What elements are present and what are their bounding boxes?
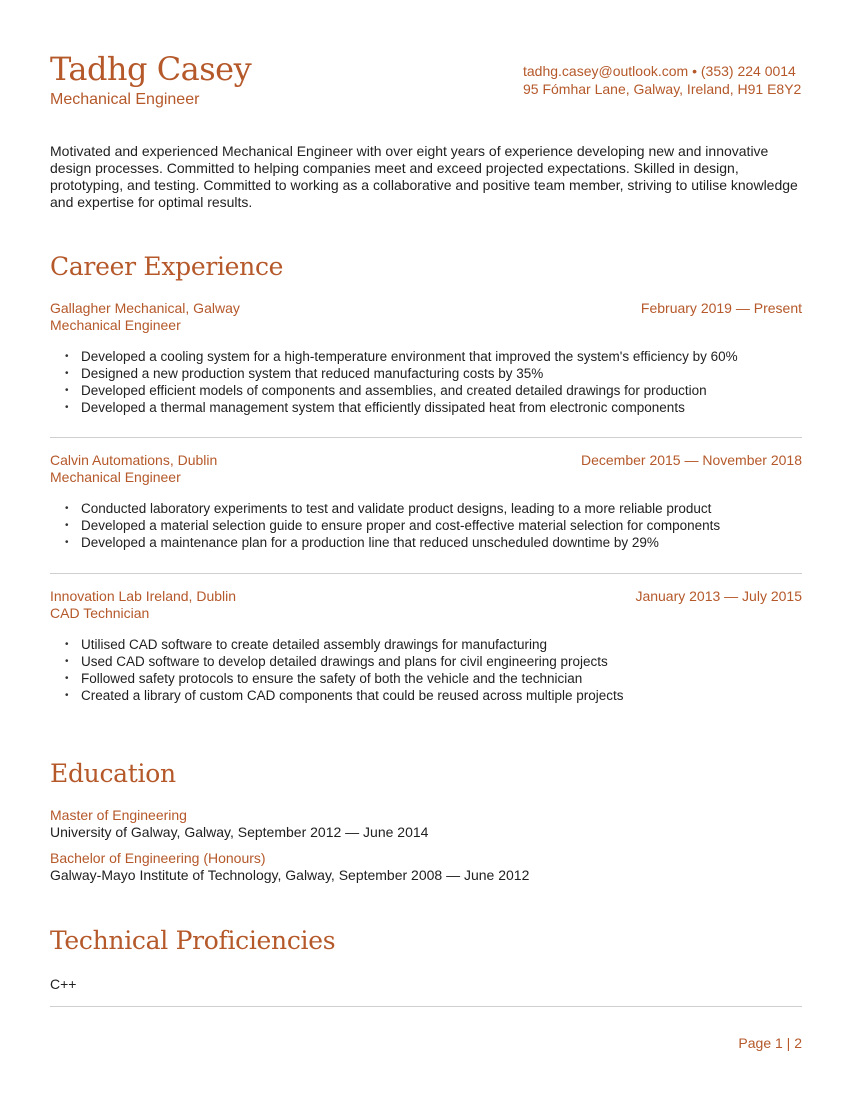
job-role: Mechanical Engineer (50, 469, 181, 485)
education-detail: Galway-Mayo Institute of Technology, Galway, September 2008 — June 2012 (50, 867, 530, 883)
job-bullet: • Developed a maintenance plan for a production line that reduced unscheduled downtime by 29% (50, 534, 802, 551)
job-bullets (50, 636, 802, 704)
job-bullet: • Utilised CAD software to create detailed assembly drawings for manufacturing (50, 636, 802, 653)
job-bullet: • Developed a material selection guide to ensure proper and cost-effective material selection for components (50, 517, 802, 534)
job-dates: February 2019 — Present (640, 300, 802, 316)
resume-header (50, 50, 802, 120)
contact-info (523, 62, 801, 98)
job-bullets (50, 500, 802, 551)
technical-proficiencies-heading: Technical Proficiencies (50, 926, 336, 955)
job-bullet: • Conducted laboratory experiments to test and validate product designs, leading to a more reliable product (50, 500, 802, 517)
skill-item: C++ (50, 976, 77, 992)
job-role: CAD Technician (50, 605, 150, 621)
candidate-name: Tadhg Casey (50, 50, 252, 88)
job-company: Gallagher Mechanical, Galway (50, 300, 240, 316)
job-dates: December 2015 — November 2018 (580, 452, 802, 468)
job-company: Calvin Automations, Dublin (50, 452, 218, 468)
professional-summary: Motivated and experienced Mechanical Engineer with over eight years of experience developing new and innovative design processes. Committed to helping companies meet and exceed projected expectations. Skilled in design, prototyping, and testing. Committed to working as a collaborative and positive team member, striving to utilise knowledge and expertise for optimal results. (50, 143, 798, 210)
section-divider (50, 437, 802, 438)
job-dates: January 2013 — July 2015 (635, 588, 802, 604)
education-degree: Bachelor of Engineering (Honours) (50, 850, 266, 866)
career-experience-heading: Career Experience (50, 252, 284, 281)
section-divider (50, 1006, 802, 1007)
job-bullet: • Followed safety protocols to ensure the safety of both the vehicle and the technician (50, 670, 802, 687)
education-heading: Education (50, 759, 176, 788)
job-bullet: • Developed efficient models of components and assemblies, and created detailed drawings for production (50, 382, 802, 399)
job-role: Mechanical Engineer (50, 317, 181, 333)
job-bullet: • Designed a new production system that reduced manufacturing costs by 35% (50, 365, 802, 382)
section-divider (50, 573, 802, 574)
job-bullet: • Developed a cooling system for a high-temperature environment that improved the system's efficiency by 60% (50, 348, 802, 365)
contact-email-phone: tadhg.casey@outlook.com • (353) 224 0014 (523, 63, 796, 79)
contact-address: 95 Fómhar Lane, Galway, Ireland, H91 E8Y2 (523, 81, 802, 97)
job-bullet: • Developed a thermal management system that efficiently dissipated heat from electronic components (50, 399, 802, 416)
candidate-title: Mechanical Engineer (50, 91, 200, 108)
job-bullet: • Created a library of custom CAD components that could be reused across multiple projects (50, 687, 802, 704)
resume-page (50, 0, 802, 1102)
job-bullets (50, 348, 802, 416)
education-detail: University of Galway, Galway, September 2012 — June 2014 (50, 824, 429, 840)
job-company: Innovation Lab Ireland, Dublin (50, 588, 237, 604)
page-number: Page 1 | 2 (738, 1035, 802, 1051)
education-degree: Master of Engineering (50, 807, 187, 823)
job-bullet: • Used CAD software to develop detailed drawings and plans for civil engineering projects (50, 653, 802, 670)
